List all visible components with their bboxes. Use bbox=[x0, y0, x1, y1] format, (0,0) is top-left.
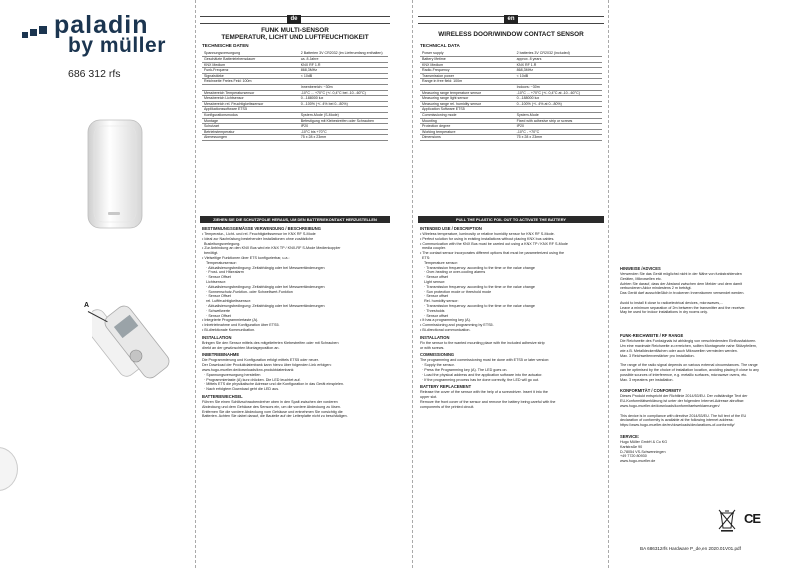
de-battery-heading: BATTERIEWECHSEL bbox=[202, 393, 243, 399]
text-line: Leave a minimum separation of 2m between the transmitter and the receiver. bbox=[620, 305, 746, 310]
spec-value: 2 batteries 3V CR2032 (included) bbox=[515, 51, 602, 57]
de-title-1: FUNK MULTI-SENSOR bbox=[261, 27, 329, 34]
text-line: Verwenden Sie das Gerät möglichst nicht in der Nähe von funkstrahlenden bbox=[620, 272, 742, 276]
en-commission-text bbox=[420, 358, 604, 382]
spec-value: -10°C ... +70°C (+/- 0,4°C at -10...60°C) bbox=[515, 90, 602, 96]
spec-value: -10°C ... +70°C (+/- 0,4°C bei -10...60°C) bbox=[299, 90, 388, 96]
text-line: · Mittels ETS die physikalische Adresse und die Konfiguration in das Gerät einspielen. bbox=[202, 382, 345, 387]
service-heading: SERVICE: bbox=[620, 433, 640, 439]
text-line: · Supply the sensor. bbox=[420, 363, 455, 368]
en-lang-badge: en bbox=[504, 15, 518, 24]
de-body bbox=[202, 226, 390, 419]
spec-value: < 10dB bbox=[299, 73, 388, 79]
text-line: · Aktualisierungsbedingung: Zeitabhängig oder bei Messwertänderungen bbox=[202, 303, 325, 308]
sensor-round-image bbox=[0, 447, 18, 491]
text-line: The range of the radio signal depends on various external circumstances. The range bbox=[620, 363, 758, 368]
text-line: • Vielseitige Funktionen über ETS konfigurierbar, u.a.: bbox=[202, 255, 290, 260]
label-a: A bbox=[84, 302, 90, 309]
text-line: Entfernen Sie die vordere Abdeckung vom Gehäuse und entnehmen Sie vorsichtig die bbox=[202, 409, 343, 414]
spec-value: 75 x 28 x 23mm bbox=[515, 135, 602, 141]
spec-row bbox=[202, 135, 388, 141]
text-line: www.hugo-mueller.de/downloads/konformitaetserklaerungen/ bbox=[620, 403, 720, 408]
spec-value: IP20 bbox=[299, 124, 388, 130]
spec-value: KNX RF 1.R bbox=[299, 62, 388, 68]
text-line: EU-Konformitätserklärung ist unter der folgenden Internet-Adresse abrufbar: bbox=[620, 399, 745, 404]
spec-value: 868,3MHz bbox=[299, 68, 388, 74]
notes-text bbox=[620, 272, 796, 315]
text-line: or with screws. bbox=[420, 345, 445, 350]
spec-label: Range in free field: 100m bbox=[420, 79, 515, 85]
text-line: media coupler. bbox=[420, 246, 447, 251]
text-line: • Communication with the KNX Bus must be carried out using a KNX TP / KNX RF S-Mode bbox=[420, 241, 568, 246]
spec-label: Montage bbox=[202, 118, 299, 124]
spec-value: System-Mode (S-Mode) bbox=[299, 113, 388, 119]
spec-value: IP20 bbox=[515, 124, 602, 130]
text-line: · Load the physical address and the application software into the actuator. bbox=[420, 372, 543, 377]
text-line: can be optimised by the choice of installation location, avoiding placing it close to any bbox=[620, 367, 759, 372]
text-line: Karlstraße 90 bbox=[620, 444, 643, 449]
spec-value: 0...188000 lux bbox=[515, 96, 602, 102]
text-line: · Sensor offset bbox=[420, 294, 449, 299]
text-line: benötigt. bbox=[202, 251, 219, 256]
text-line: Remove the front cover of the sensor and remove the battery being careful with the bbox=[420, 399, 556, 404]
fold-line-2 bbox=[412, 0, 413, 568]
text-line: · Schwellwerte bbox=[202, 308, 231, 313]
notes-heading: HINWEISE /ADVICES bbox=[620, 266, 661, 271]
text-line: Batterien. Achten Sie dabei darauf, die Bauteile auf der Leiterplatte nicht zu beschädigen. bbox=[202, 414, 348, 419]
text-line: Hugo Müller GmbH & Co KG bbox=[620, 439, 668, 444]
text-line: This device is in compliance with directive 2014/53/EU. The full text of the EU bbox=[620, 413, 747, 418]
en-band: PULL THE PLASTIC FOIL OUT TO ACTIVATE THE BATTERY bbox=[418, 216, 604, 223]
spec-value: Innenbereich: ~30m bbox=[299, 85, 388, 91]
text-line: • Perfect solution for using in existing installations without placing KNX bus cables. bbox=[420, 236, 555, 241]
text-line: • Zur Anbindung an den KNX Bus wird ein KNX TP / KNX-RF S-Mode Medienkoppler bbox=[202, 246, 341, 251]
text-line: Die Programmierung und Konfiguration erfolgt mittels ETS5 oder neuer. bbox=[202, 358, 319, 363]
text-line: Rel. humidity sensor: bbox=[420, 299, 459, 304]
text-line: • The contact sensor incorporates different options that must be parameterized using the bbox=[420, 251, 565, 256]
spec-value: Indoors: ~30m bbox=[515, 85, 602, 91]
spec-value: KNX RF 1.R bbox=[515, 62, 602, 68]
text-line: ETS: bbox=[420, 255, 431, 260]
text-line: • Ideal zur Nachrüstung bestehender Installationen ohne zusätzliche bbox=[202, 236, 314, 241]
service-text bbox=[620, 440, 796, 464]
text-line: Der Download der Produktdatenbank kann hierzu über folgenden Link erfolgen: bbox=[202, 363, 332, 368]
conformity-heading: KONFORMITÄT / CONFORMITY bbox=[620, 388, 682, 394]
text-line: • Inbetriebnahme und Konfiguration über ETS5. bbox=[202, 323, 280, 328]
en-usage-list bbox=[420, 232, 604, 333]
text-line: Busleitungsverlegung. bbox=[202, 241, 241, 246]
de-lang-badge: de bbox=[287, 15, 301, 24]
spec-value: Fixed with adhesive strip or screws bbox=[515, 118, 602, 124]
text-line: Abdeckung und dem Gehäuse des Sensors ein, um die vordere Abdeckung zu lösen. bbox=[202, 404, 341, 409]
spec-label: Konfigurationsmodus bbox=[202, 113, 299, 119]
text-line: · Transmission frequency: according to the time or the value change bbox=[420, 265, 535, 270]
spec-value: < 10dB bbox=[515, 73, 602, 79]
de-spec-table bbox=[202, 51, 388, 141]
text-line: Dieses Produkt entspricht der Richtlinie 2014/53/EU. Der vollständige Text der bbox=[620, 394, 748, 399]
spec-value: 0...100% (+/- 4% bei 0...80%) bbox=[299, 101, 388, 107]
spec-label: Messbereich rel. Feuchtigkeitssensor bbox=[202, 101, 299, 107]
en-install-text bbox=[420, 341, 604, 351]
text-line: · Press the Programming key (A). The LED goes on. bbox=[420, 367, 508, 372]
spec-value: ca. 8 Jahre bbox=[299, 57, 388, 63]
conformity-text bbox=[620, 394, 796, 428]
spec-label: Schutzart bbox=[202, 124, 299, 130]
text-line: · Thresholds bbox=[420, 308, 445, 313]
text-line: · Sensor offset bbox=[420, 313, 449, 318]
text-line: Achten Sie darauf, dass der Abstand zwischen dem Melder und dem damit bbox=[620, 281, 742, 286]
text-line: direkt an der gewünschten Montageposition an. bbox=[202, 345, 280, 350]
text-line: Temperature sensor: bbox=[420, 260, 458, 265]
fold-line-3 bbox=[608, 0, 609, 568]
spec-label: Messbereich Lichtsensor bbox=[202, 96, 299, 102]
text-line: · Sonnenschutz-Funktion- oder Schwellwert-Funktion bbox=[202, 289, 293, 294]
spec-value: 0...100% (+/- 4% at 0...80%) bbox=[515, 101, 602, 107]
text-line: Lichtsensor: bbox=[202, 279, 226, 284]
text-line: • It has a programming key (A). bbox=[420, 318, 471, 323]
text-line: Fix the sensor to the wanted mounting place with the included adhesive strip bbox=[420, 340, 545, 345]
text-line: www.hugo-mueller.de/downloads/knx-produktdatenbank bbox=[202, 367, 294, 372]
spec-value: 868,3MHz bbox=[515, 68, 602, 74]
text-line: · Spannungsversorgung herstellen bbox=[202, 372, 261, 377]
text-line: Geräten, Mikrowellen etc. bbox=[620, 276, 662, 281]
text-line: · Sun protection mode or threshold mode bbox=[420, 289, 492, 294]
spec-label: KNX Medium bbox=[202, 62, 299, 68]
text-line: · Transmission frequency: according to the time or the value change bbox=[420, 303, 535, 308]
spec-value: -10°C - +70°C bbox=[515, 129, 602, 135]
text-line: Release the cover of the sensor with the help of a screwdriver. Insert it into the bbox=[420, 390, 548, 395]
text-line: · Sensor Offset bbox=[202, 313, 231, 318]
brand-name-top: paladin bbox=[54, 11, 149, 39]
spec-label: Working temperature bbox=[420, 129, 515, 135]
de-usage-list bbox=[202, 232, 390, 333]
spec-label: Messbereich Temperatursensor bbox=[202, 90, 299, 96]
spec-label: Dimensions bbox=[420, 135, 515, 141]
text-line: · Over-heating or over-cooling alarms bbox=[420, 270, 486, 275]
ce-mark: CE bbox=[744, 511, 761, 526]
de-commission-heading: INBETRIEBNAHME bbox=[202, 352, 240, 358]
text-line: • Integrierte Programmiertaste (A). bbox=[202, 318, 259, 323]
text-line: • Wireless temperature, luminosity or relative humidity sensor for KNX RF S-Mode. bbox=[420, 232, 555, 236]
spec-value: System-Mode bbox=[515, 113, 602, 119]
text-line: · Transmission frequency: according to the time or the value change bbox=[420, 284, 535, 289]
text-line: • Temperatur-, Licht- und rel. Feuchtigkeitssensor im KNX RF S-Mode bbox=[202, 232, 316, 236]
spec-label: Measuring range temperature sensor bbox=[420, 90, 515, 96]
text-line: Max. 3 repeaters per installation. bbox=[620, 377, 674, 382]
spec-label: Geschätzte Batterielebensdauer bbox=[202, 57, 299, 63]
product-number: 686 312 rfs bbox=[68, 68, 121, 80]
text-line: D-78054 VS-Schwenningen bbox=[620, 449, 666, 454]
spec-label: Signalstärke bbox=[202, 73, 299, 79]
spec-row bbox=[420, 135, 602, 141]
text-line: wie z.B. Metalldeckenflächen oder auch Mikrowellen vermieden werden. bbox=[620, 348, 738, 353]
text-line: The programming and commissioning must be done with ETS5 or later version: bbox=[420, 358, 550, 363]
spec-label: Spannungsversorgung bbox=[202, 51, 299, 57]
spec-value: -10°C bis +70°C bbox=[299, 129, 388, 135]
spec-value: 2 Batterien 3V CR2032 (im Lieferumfang enthalten) bbox=[299, 51, 388, 57]
range-heading: FUNK-REICHWEITE / RF RANGE bbox=[620, 333, 684, 339]
text-line: Temperatursensor: bbox=[202, 260, 237, 265]
logo-squares-icon bbox=[22, 26, 50, 40]
text-line: · Sensor offset bbox=[420, 275, 449, 280]
text-line: · Aktualisierungsbedingung: Zeitabhängig oder bei Messwertänderungen bbox=[202, 284, 325, 289]
spec-label: Abmessungen bbox=[202, 135, 299, 141]
sensor-closed-image bbox=[80, 112, 160, 232]
spec-label: Reichweite Freies Feld: 100m bbox=[202, 79, 299, 85]
en-commission-heading: COMMISSIONING bbox=[420, 352, 455, 358]
text-line: Führen Sie einen Schlitzschraubendreher oben in den Spalt zwischen der vorderen bbox=[202, 399, 338, 404]
spec-label: Betriebstemperatur bbox=[202, 129, 299, 135]
text-line: upper slot. bbox=[420, 395, 438, 400]
text-line: • Bi-directional communication. bbox=[420, 327, 471, 332]
en-title-1: WIRELESS DOOR/WINDOW CONTACT SENSOR bbox=[438, 31, 584, 38]
en-spec-table bbox=[420, 51, 602, 141]
text-line: verbundenen Aktor mindestens 2 m beträgt. bbox=[620, 286, 692, 291]
text-line: · Sensor Offset bbox=[202, 275, 231, 280]
text-line: Um eine maximale Reichweite zu erreichen, sollten Montageorte nahe Stützpfeilern, bbox=[620, 343, 758, 348]
text-line: · Sensor Offset bbox=[202, 294, 231, 299]
spec-label: Battery lifetime bbox=[420, 57, 515, 63]
en-battery-text bbox=[420, 390, 604, 409]
text-line: Das Gerät darf ausschließlich in trockenen Innenräumen verwendet werden. bbox=[620, 291, 745, 296]
text-line: · Nach erfolgtem Download geht die LED aus. bbox=[202, 387, 280, 392]
de-commission-text bbox=[202, 358, 390, 392]
footer-filename: BA 686312rfs Hardware P_de,en 2020.01V01.pdf bbox=[640, 546, 741, 551]
spec-label: Commissioning mode bbox=[420, 113, 515, 119]
de-spec-heading: TECHNISCHE DATEN bbox=[202, 43, 249, 48]
brand-logo bbox=[22, 12, 172, 70]
text-line: possible sources of interference, e.g. metallic surfaces, microwave ovens, etc. bbox=[620, 372, 748, 377]
de-band: ZIEHEN SIE DIE SCHUTZFOLIE HERAUS, UM DEN BATTERIEKONTAKT HERZUSTELLEN bbox=[200, 216, 390, 223]
text-line: Light sensor: bbox=[420, 279, 446, 284]
spec-label: Transmission power bbox=[420, 73, 515, 79]
text-line: • Commissioning and programming by ETS5. bbox=[420, 323, 494, 328]
text-line: · If the programming process has be done correctly, the LED will go out. bbox=[420, 377, 540, 382]
en-usage-heading: INTENDED USE / DESCRIPTION bbox=[420, 226, 482, 231]
text-line: May be used for indoor installations in dry rooms only. bbox=[620, 310, 708, 315]
text-line: +49 7720 80930 bbox=[620, 454, 647, 459]
text-line: Die Reichweite des Funksignals ist abhängig von verschiedensten Einflussfaktoren. bbox=[620, 339, 757, 344]
de-battery-text bbox=[202, 400, 390, 419]
weee-bin-icon bbox=[718, 508, 736, 532]
en-install-heading: INSTALLATION bbox=[420, 334, 450, 340]
spec-label: Protection degree bbox=[420, 124, 515, 130]
text-line: • Bi-direktionale Kommunikation. bbox=[202, 327, 256, 332]
spec-label: Measuring range rel. humidity sensor bbox=[420, 101, 515, 107]
de-install-heading: INSTALLATION bbox=[202, 334, 232, 340]
right-body bbox=[620, 266, 796, 464]
fold-line-1 bbox=[195, 0, 196, 568]
spec-label: Funk-Frequenz bbox=[202, 68, 299, 74]
text-line: components of the printed circuit. bbox=[420, 404, 475, 409]
en-battery-heading: BATTERY REPLACEMENT bbox=[420, 384, 472, 390]
spec-value: 0...188000 lux bbox=[299, 96, 388, 102]
de-title-2: TEMPERATUR, LICHT UND LUFTFEUCHTIGKEIT bbox=[221, 34, 369, 41]
sensor-open-image bbox=[92, 296, 182, 386]
text-line: declaration of conformity is available at the following internet address: bbox=[620, 418, 734, 423]
spec-label: Applikationssoftware ETS5 bbox=[202, 107, 299, 113]
spec-value: 75 x 28 x 23mm bbox=[299, 135, 388, 141]
text-line: https://www.hugo-mueller.de/en/downloads/declarations-of-conformity/ bbox=[620, 423, 735, 428]
text-line: rel. Luftfeuchtigkeitssensor: bbox=[202, 299, 251, 304]
en-body bbox=[420, 226, 604, 410]
brand-name-bottom: by müller bbox=[68, 34, 166, 57]
spec-label: Mounting bbox=[420, 118, 515, 124]
text-line: www.hugo-mueller.de bbox=[620, 459, 656, 464]
text-line: · Frost- und Hitzealarm bbox=[202, 270, 244, 275]
en-spec-heading: TECHNICAL DATA bbox=[420, 43, 460, 48]
text-line: Bringen Sie den Sensor mittels des mitgelieferten Klebestreifen oder mit Schrauben bbox=[202, 340, 339, 345]
spec-label: Power supply bbox=[420, 51, 515, 57]
spec-label: Measuring range light sensor bbox=[420, 96, 515, 102]
de-install-text bbox=[202, 341, 390, 351]
spec-label: Radio-Frequency bbox=[420, 68, 515, 74]
spec-label: Application Software ETS5 bbox=[420, 107, 515, 113]
range-text bbox=[620, 339, 796, 382]
spec-value: Befestigung mit Klebestreifen oder Schrauben bbox=[299, 118, 388, 124]
text-line: Avoid to install it close to radioelectrical devices, microwaves,... bbox=[620, 300, 724, 305]
spec-label: KNX Medium bbox=[420, 62, 515, 68]
text-line: · Aktualisierungsbedingung: Zeitabhängig oder bei Messwertänderungen bbox=[202, 265, 325, 270]
text-line: Max. 3 Reichweitenverstärker pro Installation. bbox=[620, 353, 695, 358]
text-line: · Programmiertaste (A) kurz drücken. Die LED leuchtet auf. bbox=[202, 377, 301, 382]
spec-value: approx. 8 years bbox=[515, 57, 602, 63]
de-usage-heading: BESTIMMUNGSGEMÄSSE VERWENDUNG / BESCHREIBUNG bbox=[202, 226, 321, 231]
